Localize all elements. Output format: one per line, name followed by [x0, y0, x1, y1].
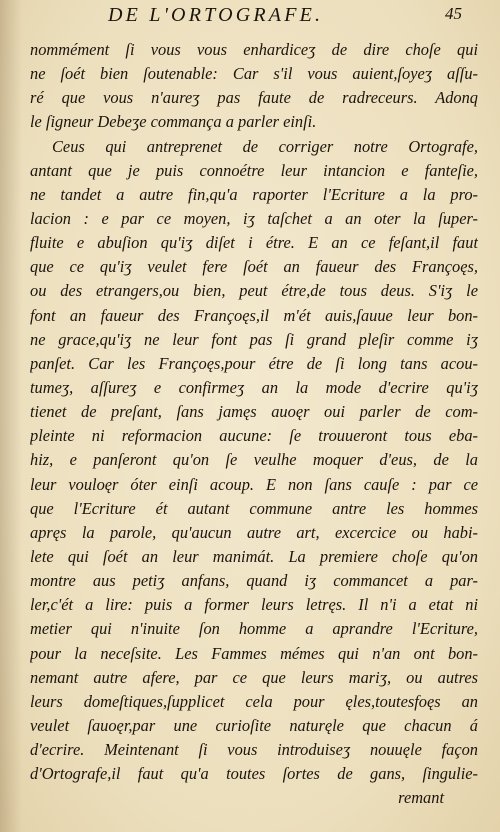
text-line: apręs la parole, qu'aucun autre art, excercice ou habi- [30, 522, 478, 542]
text-line: lete qui ſoét an leur manimát. La premiere choſe qu'on [30, 546, 478, 566]
text-line: pleinte ni reformacion aucune: ſe trouueront tous eba- [30, 426, 478, 446]
text-line: antant que je puis connoétre leur intancion e fanteſie, [30, 160, 478, 180]
text-line: font an faueur des Françoęs,il m'ét auis,ſauue leur bon- [30, 305, 478, 325]
text-line: panſet. Car les Françoęs,pour étre de ſi long tans acou- [30, 353, 478, 373]
text-line: veulet ſauoęr,par une curioſite naturęle que chacun á [30, 715, 478, 735]
text-line: d'Ortografe,il faut qu'a toutes ſortes de gans, ſingulie- [30, 764, 478, 784]
text-line: leur vouloęr óter einſi acoup. E non ſans cauſe : par ce [30, 474, 478, 494]
text-line: ne tandet a autre fin,qu'a raporter l'Ecriture a la pro- [30, 184, 478, 204]
text-line: fluite e abuſion qu'iʒ diſet i étre. E an ce feſant,il faut [30, 233, 478, 253]
text-line: ler,c'ét a lire: puis a former leurs letręs. Il n'i a etat ni [30, 595, 478, 615]
text-line: lacion : e par ce moyen, iʒ taſchet a an oter la ſuper- [30, 208, 478, 228]
text-line: que l'Ecriture ét autant commune antre les hommes [30, 498, 478, 518]
catchword: remant [398, 788, 444, 808]
page-header [0, 4, 500, 38]
text-line: leurs domeſtiques,ſupplicet cela pour ęles,toutesfoęs an [30, 691, 478, 711]
text-line: montre aus petiʒ anfans, quand iʒ commancet a par- [30, 571, 478, 591]
text-line: d'ecrire. Meintenant ſi vous introduiseʒ nouuęle façon [30, 740, 478, 760]
running-head: DE L'ORTOGRAFE. [108, 4, 324, 26]
text-line: Ceus qui antreprenet de corriger notre Ortografe, [52, 136, 478, 156]
page-number: 45 [445, 4, 462, 23]
text-line: metier qui n'inuite ſon homme a aprandre l'Ecriture, [30, 619, 478, 639]
text-line: tumeʒ, aſſureʒ e confirmeʒ an la mode d'ecrire qu'iʒ [30, 377, 478, 397]
text-line: tienet de preſant, ſans jamęs auoęr oui parler de com- [30, 402, 478, 422]
text-line: ne ſoét bien ſoutenable: Car s'il vous auient,ſoyeʒ aſſu- [30, 64, 478, 84]
text-line: nommément ſi vous vous enhardiceʒ de dire choſe qui [30, 40, 478, 59]
text-line: hiz, e panſeront qu'on ſe veulhe moquer d'eus, de la [30, 450, 478, 470]
text-line: ou des etrangers,ou bien, peut étre,de tous deus. S'iʒ le [30, 281, 478, 301]
text-line: nemant autre afere, par ce que leurs mariʒ, ou autres [30, 667, 478, 687]
text-line: pour la neceſsite. Les Fammes mémes qui n'an ont bon- [30, 643, 478, 663]
text-line: ré que vous n'aureʒ pas faute de radreceurs. Adonq [30, 88, 478, 108]
body-text [30, 38, 478, 811]
text-line: ne grace,qu'iʒ ne leur font pas ſi grand pleſir comme iʒ [30, 329, 478, 349]
text-line: le ſigneur Debeʒe commança a parler einſi. [30, 112, 317, 132]
text-line: que ce qu'iʒ veulet fere ſoét an faueur des Françoęs, [30, 257, 478, 277]
